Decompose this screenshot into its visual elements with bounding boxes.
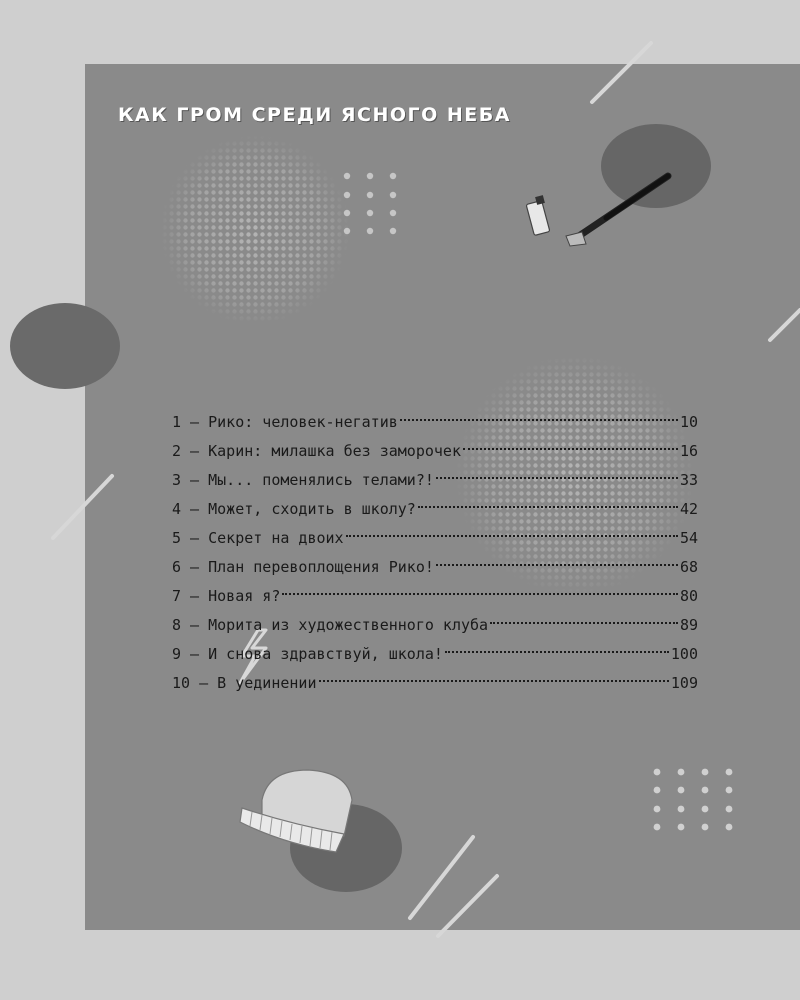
toc-entry-page: 100 bbox=[670, 645, 698, 663]
left-circle bbox=[10, 303, 120, 389]
dot-grid-bottom bbox=[654, 769, 733, 831]
toc-entry-page: 80 bbox=[679, 587, 698, 605]
page-title: КАК ГРОМ СРЕДИ ЯСНОГО НЕБА bbox=[118, 104, 511, 126]
toc-entry-page: 68 bbox=[679, 558, 698, 576]
toc-entry[interactable] bbox=[172, 437, 698, 466]
toc-leader-dots bbox=[436, 477, 678, 479]
toc-leader-dots bbox=[400, 419, 678, 421]
table-of-contents bbox=[172, 408, 698, 698]
toc-entry-page: 33 bbox=[679, 471, 698, 489]
toc-leader-dots bbox=[346, 535, 678, 537]
toc-entry-title: 2 – Карин: милашка без заморочек bbox=[172, 442, 461, 460]
knit-hat-icon bbox=[240, 770, 352, 852]
toc-entry-title: 8 – Морита из художественного клуба bbox=[172, 616, 489, 634]
toc-entry-title: 3 – Мы... поменялись телами?! bbox=[172, 471, 434, 489]
toc-entry[interactable] bbox=[172, 524, 698, 553]
toc-entry[interactable] bbox=[172, 611, 698, 640]
toc-entry-page: 89 bbox=[679, 616, 698, 634]
toc-entry-title: 5 – Секрет на двоих bbox=[172, 529, 344, 547]
toc-leader-dots bbox=[445, 651, 669, 653]
toc-entry-page: 10 bbox=[679, 413, 698, 431]
toc-entry-title: 6 – План перевоплощения Рико! bbox=[172, 558, 434, 576]
toc-leader-dots bbox=[436, 564, 678, 566]
toc-leader-dots bbox=[463, 448, 678, 450]
toc-entry-title: 7 – Новая я? bbox=[172, 587, 281, 605]
toc-leader-dots bbox=[490, 622, 678, 624]
paintbrush-icon bbox=[526, 176, 668, 246]
toc-entry-title: 1 – Рико: человек-негатив bbox=[172, 413, 398, 431]
toc-entry[interactable] bbox=[172, 495, 698, 524]
toc-entry-title: 9 – И снова здравствуй, школа! bbox=[172, 645, 443, 663]
toc-entry-page: 16 bbox=[679, 442, 698, 460]
toc-leader-dots bbox=[319, 680, 669, 682]
toc-entry[interactable] bbox=[172, 466, 698, 495]
toc-entry-page: 54 bbox=[679, 529, 698, 547]
top-right-circle bbox=[601, 124, 711, 208]
toc-entry[interactable] bbox=[172, 640, 698, 669]
toc-entry-page: 42 bbox=[679, 500, 698, 518]
toc-entry[interactable] bbox=[172, 669, 698, 698]
toc-leader-dots bbox=[282, 593, 678, 595]
toc-entry-page: 109 bbox=[670, 674, 698, 692]
toc-entry-title: 4 – Может, сходить в школу? bbox=[172, 500, 416, 518]
toc-leader-dots bbox=[418, 506, 678, 508]
toc-entry-title: 10 – В уединении bbox=[172, 674, 317, 692]
toc-entry[interactable] bbox=[172, 582, 698, 611]
halftone-blob bbox=[150, 130, 360, 330]
toc-entry[interactable] bbox=[172, 553, 698, 582]
toc-entry[interactable] bbox=[172, 408, 698, 437]
